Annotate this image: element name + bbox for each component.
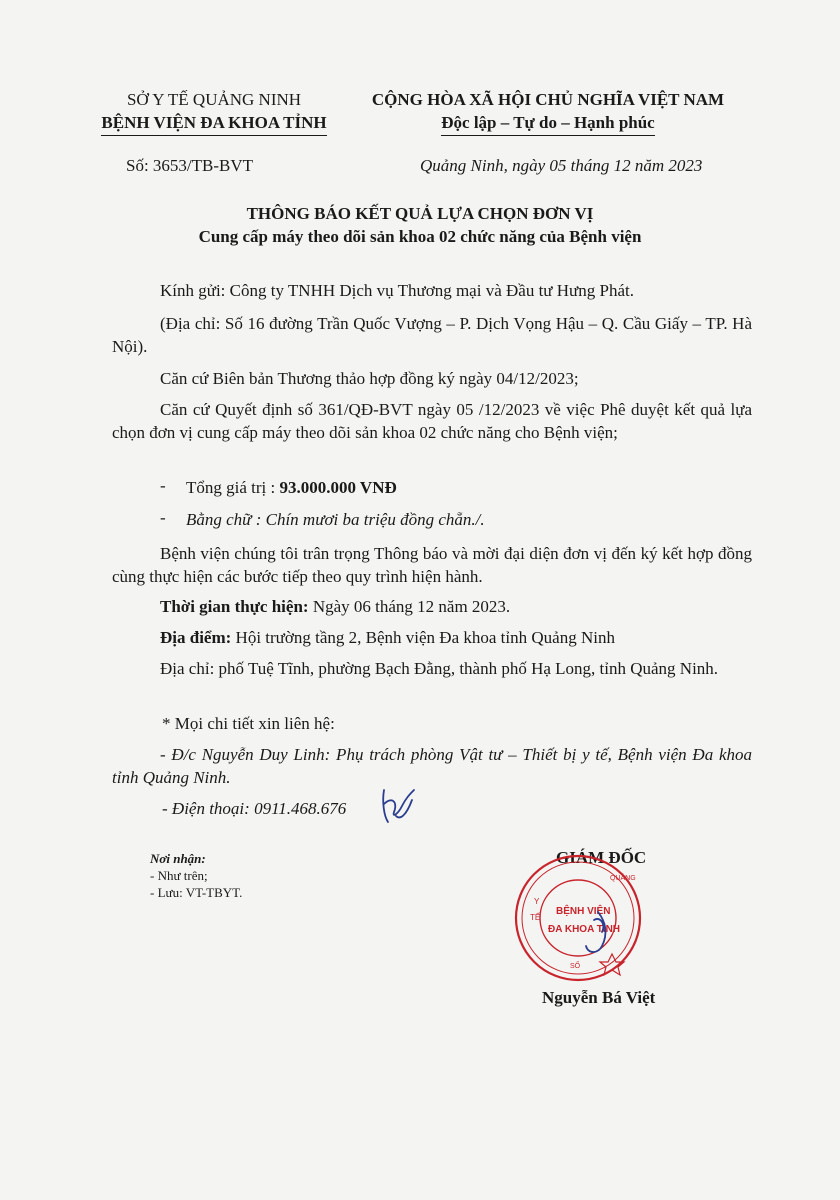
org-parent: SỞ Y TẾ QUẢNG NINH [126, 90, 302, 109]
place-date: Quảng Ninh, ngày 05 tháng 12 năm 2023 [420, 156, 703, 175]
document-number: Số: 3653/TB-BVT [126, 156, 254, 175]
location-address: Địa chỉ: phố Tuệ Tĩnh, phường Bạch Đằng, thành phố Hạ Long, tỉnh Quảng Ninh. [160, 659, 719, 678]
signer-position: GIÁM ĐỐC [556, 848, 647, 867]
svg-text:TẾ: TẾ [530, 913, 541, 922]
invitation-paragraph: Bệnh viện chúng tôi trân trọng Thông báo và mời đại diện đơn vị đến ký kết hợp đồng cùng thực hiện các bước tiếp theo quy trình hiện hành. [112, 544, 752, 586]
contact-intro: * Mọi chi tiết xin liên hệ: [162, 714, 335, 733]
recipients-label: Nơi nhận: [150, 851, 206, 866]
location-label: Địa điểm: [160, 628, 232, 647]
issuing-organization [80, 88, 348, 136]
basis-1: Căn cứ Biên bản Thương thảo hợp đồng ký ngày 04/12/2023; [160, 369, 579, 388]
signer-name: Nguyễn Bá Việt [542, 988, 656, 1007]
title-main: THÔNG BÁO KẾT QUẢ LỰA CHỌN ĐƠN VỊ [246, 204, 594, 223]
stamp-text-line2: ĐA KHOA TỈNH [548, 924, 621, 935]
recipient-item: - Như trên; [150, 868, 208, 883]
total-label: Tổng giá trị : [186, 478, 280, 497]
amount-in-words: Bằng chữ : Chín mươi ba triệu đồng chẵn./. [186, 510, 485, 529]
basis-2: Căn cứ Quyết định số 361/QĐ-BVT ngày 05 /12/2023 về việc Phê duyệt kết quả lựa chọn đơn vị cung cấp máy theo dõi sản khoa 02 chức năng cho Bệnh viện; [112, 400, 752, 442]
nation-name: CỘNG HÒA XÃ HỘI CHỦ NGHĨA VIỆT NAM [371, 90, 725, 109]
svg-text:Y: Y [534, 897, 540, 906]
motto: Độc lập – Tự do – Hạnh phúc [441, 111, 654, 136]
svg-text:SỐ: SỐ [570, 963, 581, 970]
national-motto [338, 88, 758, 136]
org-name: BỆNH VIỆN ĐA KHOA TỈNH [101, 111, 326, 136]
bullet-dash: - [160, 508, 166, 527]
time-value: Ngày 06 tháng 12 năm 2023. [308, 597, 511, 616]
official-stamp [510, 850, 646, 986]
svg-text:QUẢNG: QUẢNG [610, 875, 636, 882]
time-label: Thời gian thực hiện: [160, 597, 309, 616]
stamp-text-line1: BỆNH VIỆN [556, 906, 611, 917]
contact-person: - Đ/c Nguyễn Duy Linh: Phụ trách phòng Vật tư – Thiết bị y tế, Bệnh viện Đa khoa tỉnh Quảng Ninh. [112, 745, 752, 787]
recipient-address: (Địa chỉ: Số 16 đường Trần Quốc Vượng – P. Dịch Vọng Hậu – Q. Cầu Giấy – TP. Hà Nội). [112, 314, 752, 356]
document-title [90, 202, 750, 248]
location-value: Hội trường tầng 2, Bệnh viện Đa khoa tỉnh Quảng Ninh [231, 628, 615, 647]
total-amount: 93.000.000 VNĐ [279, 478, 397, 497]
initial-signature [378, 786, 418, 826]
total-value-line [186, 476, 397, 499]
recipient-item: - Lưu: VT-TBYT. [150, 885, 243, 900]
location-line [160, 626, 615, 649]
title-sub: Cung cấp máy theo dõi sản khoa 02 chức năng của Bệnh viện [198, 227, 642, 246]
recipient-line: Kính gửi: Công ty TNHH Dịch vụ Thương mại và Đầu tư Hưng Phát. [160, 281, 634, 300]
recipients-block [150, 850, 242, 901]
time-line [160, 595, 510, 618]
contact-phone: - Điện thoại: 0911.468.676 [162, 799, 347, 818]
bullet-dash: - [160, 476, 166, 495]
